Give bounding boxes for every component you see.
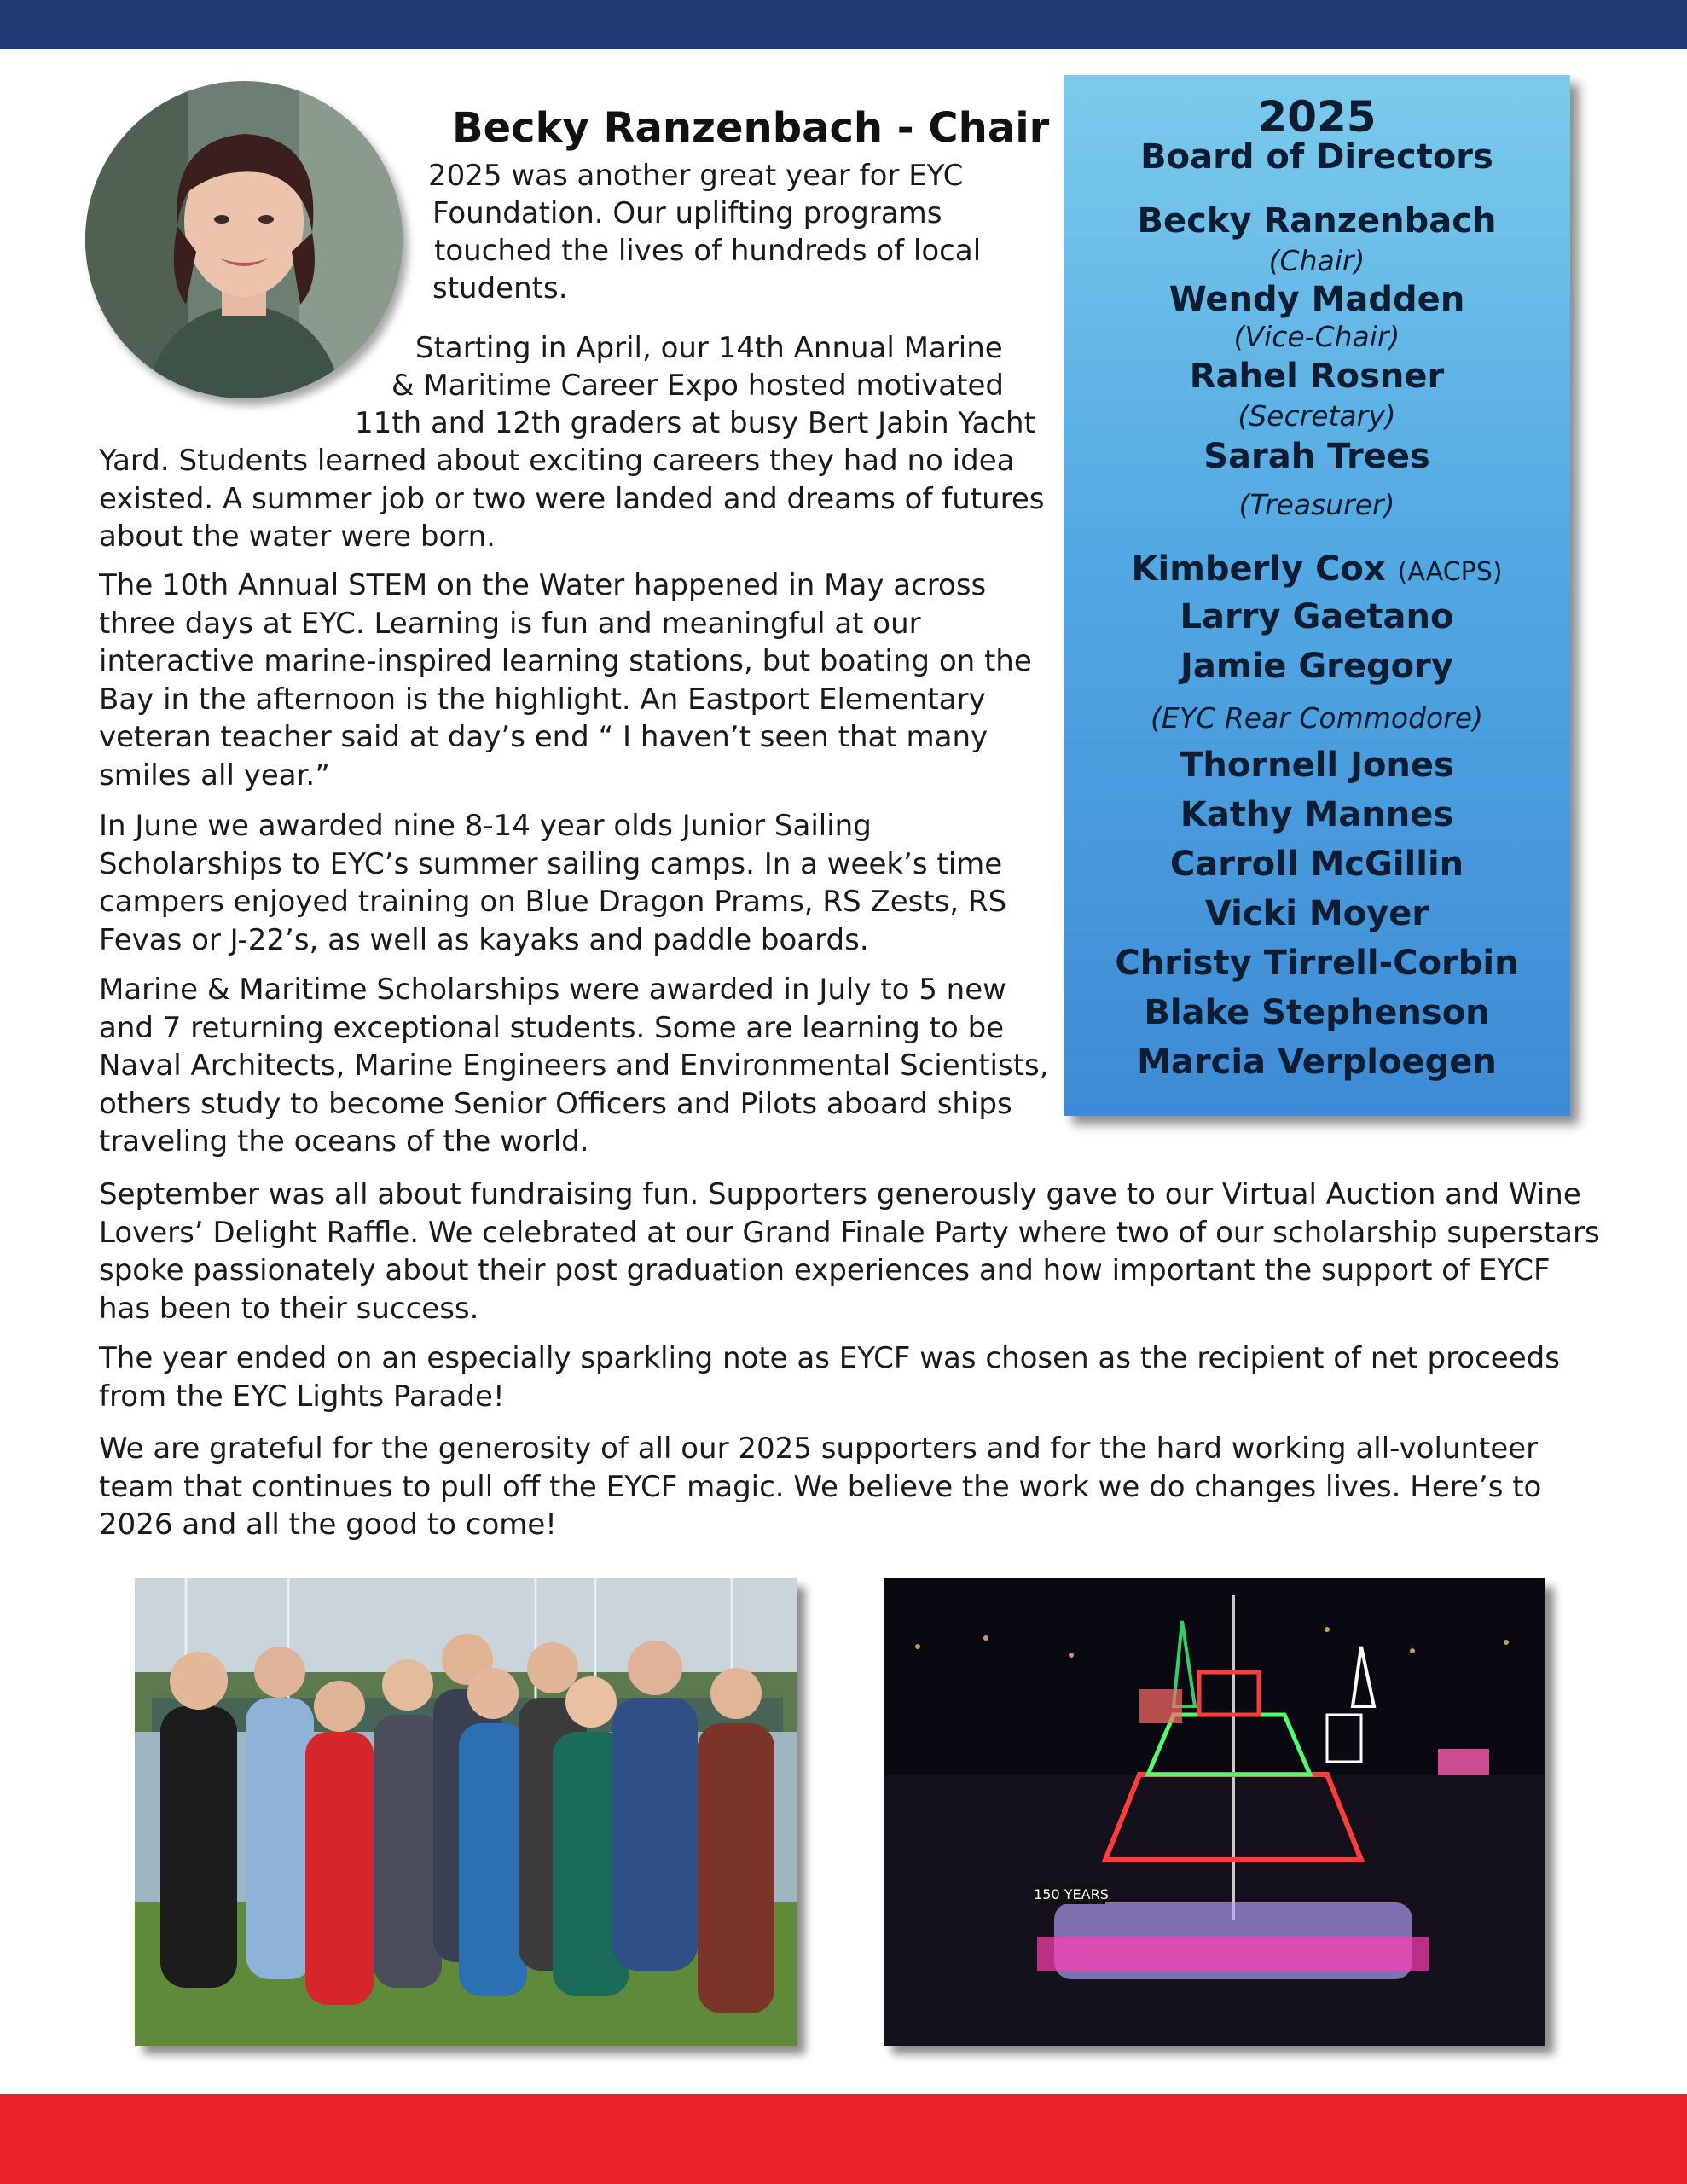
officer-name: Sarah Trees: [1203, 437, 1430, 476]
board-heading: Board of Directors: [1140, 137, 1493, 177]
officer-name: Becky Ranzenbach: [1137, 201, 1497, 241]
member-name: Blake Stephenson: [1144, 993, 1490, 1032]
bottom-banner: [0, 2094, 1687, 2184]
chair-portrait-photo: [85, 81, 403, 398]
lights-parade-image: [884, 1578, 1545, 2046]
officer-role: (Secretary): [1238, 399, 1396, 433]
member-name: Kimberly Cox: [1131, 549, 1386, 589]
member-note: (AACPS): [1397, 557, 1503, 587]
intro-line-3: touched the lives of hundreds of local: [434, 234, 982, 268]
april-line-2: & Maritime Career Expo hosted motivated: [391, 369, 1004, 403]
intro-line-2: Foundation. Our uplifting programs: [432, 196, 942, 230]
member-name: Vicki Moyer: [1204, 894, 1429, 933]
member-kimberly-cox: [1064, 549, 1570, 589]
top-banner: [0, 0, 1687, 49]
boat-banner-text: 150 YEARS: [1034, 1886, 1109, 1902]
april-line-1: Starting in April, our 14th Annual Marine: [415, 331, 1003, 365]
member-role: (EYC Rear Commodore): [1151, 701, 1483, 735]
intro-line-4: students.: [432, 271, 568, 305]
member-name: Thornell Jones: [1180, 746, 1454, 785]
member-name: Carroll McGillin: [1169, 845, 1464, 884]
officer-role: (Chair): [1268, 244, 1365, 277]
stem-paragraph: The 10th Annual STEM on the Water happened in May across three days at EYC. Learning is fun and meaningful at our interactive marine-inspired learning stations, but boating on the Bay in the afternoon is the highlight. An Eastport Elementary veteran teacher said at day’s end “ I haven’t seen that many smiles all year.”: [99, 568, 1032, 793]
april-line-3: 11th and 12th graders at busy Bert Jabin Yacht: [355, 406, 1035, 440]
board-of-directors-panel: [1064, 75, 1570, 1116]
officer-role: (Treasurer): [1238, 488, 1395, 521]
member-name: Larry Gaetano: [1180, 597, 1454, 636]
grateful-paragraph: We are grateful for the generosity of all our 2025 supporters and for the hard working all-volunteer team that continues to pull off the EYCF magic. We believe the work we do changes lives. Here’s to 2026 and all the good to come!: [99, 1432, 1542, 1542]
member-name: Christy Tirrell-Corbin: [1115, 944, 1519, 983]
portrait-image: [85, 81, 403, 398]
chair-title: Becky Ranzenbach - Chair: [452, 104, 1050, 152]
officer-name: Rahel Rosner: [1189, 357, 1445, 396]
july-paragraph: Marine & Maritime Scholarships were awarded in July to 5 new and 7 returning exceptional students. Some are learning to be Naval Architects, Marine Engineers and Environmental Scientists, others study to become Senior Officers and Pilots aboard ships traveling the oceans of the world.: [99, 973, 1049, 1159]
june-paragraph: In June we awarded nine 8-14 year olds Junior Sailing Scholarships to EYC’s summer sailing camps. In a week’s time campers enjoyed training on Blue Dragon Prams, RS Zests, RS Fevas or J-22’s, as well as kayaks and paddle boards.: [99, 809, 1007, 957]
september-paragraph: September was all about fundraising fun. Supporters generously gave to our Virtual Auction and Wine Lovers’ Delight Raffle. We celebrated at our Grand Finale Party where two of our scholarship superstars spoke passionately about their post graduation experiences and how important the support of EYCF has been to their success.: [99, 1177, 1600, 1326]
april-paragraph-rest: Yard. Students learned about exciting careers they had no idea existed. A summer job or two were landed and dreams of futures about the water were born.: [99, 444, 1045, 554]
member-name: Marcia Verploegen: [1137, 1043, 1497, 1082]
member-name: Kathy Mannes: [1180, 795, 1454, 834]
group-photo: [135, 1578, 797, 2046]
officer-role: (Vice-Chair): [1233, 320, 1400, 353]
group-photo-image: [135, 1578, 797, 2046]
board-year: 2025: [1257, 92, 1377, 142]
intro-line-1: 2025 was another great year for EYC: [428, 159, 964, 193]
year-end-paragraph: The year ended on an especially sparkling note as EYCF was chosen as the recipient of net proceeds from the EYC Lights Parade!: [99, 1341, 1560, 1414]
lights-parade-photo: [884, 1578, 1545, 2046]
officer-name: Wendy Madden: [1168, 280, 1465, 319]
member-name: Jamie Gregory: [1180, 647, 1453, 686]
